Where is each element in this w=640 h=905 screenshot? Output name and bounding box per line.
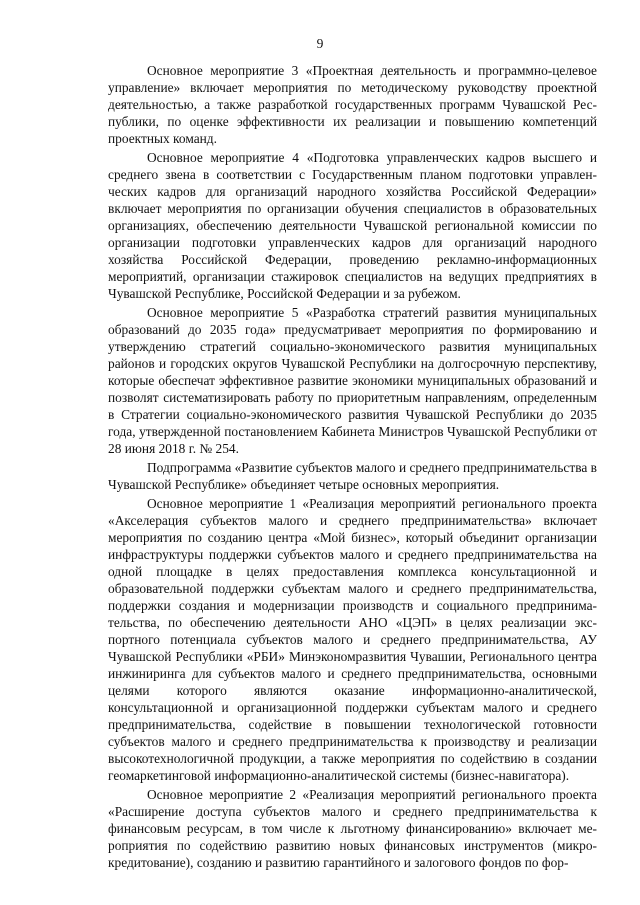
document-body [108,62,597,871]
paragraph-main-event-3: Основное мероприятие 3 «Проектная деятельность и программно-целевое управление» включает мероприятия по методическому руководству проектной деятельностью, а также разработкой государственных программ Чувашской Республики, по оценке эффективности их реализации и повышению компетенций проектных команд. [108,63,597,146]
paragraph-subprogram-intro: Подпрограмма «Развитие субъектов малого и среднего предпринимательства в Чувашской Республике» объединяет четыре основных мероприятия. [108,460,597,492]
paragraph-main-event-5: Основное мероприятие 5 «Разработка стратегий развития муниципальных образований до 2035 года» предусматривает мероприятия по формированию и утверждению стратегий социально-экономического развития муниципальных районов и городских округов Чувашской Республики на долгосрочную перспективу, которые обеспечат эффективное развитие экономики муниципальных образований и позволят систематизировать работу по приоритетным направлениям, определенным в Стратегии социально-экономического развития Чувашской Республики до 2035 года, утвержденной постановлением Кабинета Министров Чувашской Республики от 28 июня 2018 г. № 254. [108,305,597,456]
page-number: 9 [316,36,324,51]
paragraph-sme-event-1: Основное мероприятие 1 «Реализация мероприятий регионального проекта «Акселерация субъектов малого и среднего предпринимательства» включает мероприятия по созданию центра «Мой бизнес», который объединит организации инфраструктуры поддержки субъектов малого и среднего предпринимательства на одной площадке в целях предоставления комплекса консультационной и образовательной поддержки субъектам малого и среднего предпринимательства, поддержки создания и модернизации производств и социального предпринимательства, по обеспечению деятельности АНО «ЦЭП» в целях реализации экспортного потенциала субъектов малого и среднего предпринимательства, АУ Чувашской Республики «РБИ» Минэкономразвития Чувашии, Регионального центра инжиниринга для субъектов малого и среднего предпринимательства, основными целями которого являются оказание информационно-аналитической, консультационной и организационной поддержки субъектам малого и среднего предпринимательства, содействие в повышении технологической готовности субъектов малого и среднего предпринимательства к производству и реализации высокотехнологичной продукции, а также мероприятия по содействию в создании геомаркетинговой информационно-аналитической системы (бизнес-навигатора). [108,496,597,783]
paragraph-main-event-4: Основное мероприятие 4 «Подготовка управленческих кадров высшего и среднего звена в соответствии с Государственным планом подготовки управленческих кадров для организаций народного хозяйства Российской Федерации» включает мероприятия по организации обучения специалистов в образовательных организациях, обеспечению деятельности Чувашской региональной комиссии по организации подготовки управленческих кадров для организаций народного хозяйства Российской Федерации, проведению рекламно-информационных мероприятий, организации стажировок специалистов на ведущих предприятиях в Чувашской Республике, Российской Федерации и за рубежом. [108,150,597,301]
paragraph-sme-event-2: Основное мероприятие 2 «Реализация мероприятий регионального проекта «Расширение доступа субъектов малого и среднего предпринимательства к финансовым ресурсам, в том числе к льготному финансированию» включает мероприятия по содействию развитию новых финансовых инструментов (микрокредитование), созданию и развитию гарантийного и залогового фондов по фор- [108,787,597,870]
